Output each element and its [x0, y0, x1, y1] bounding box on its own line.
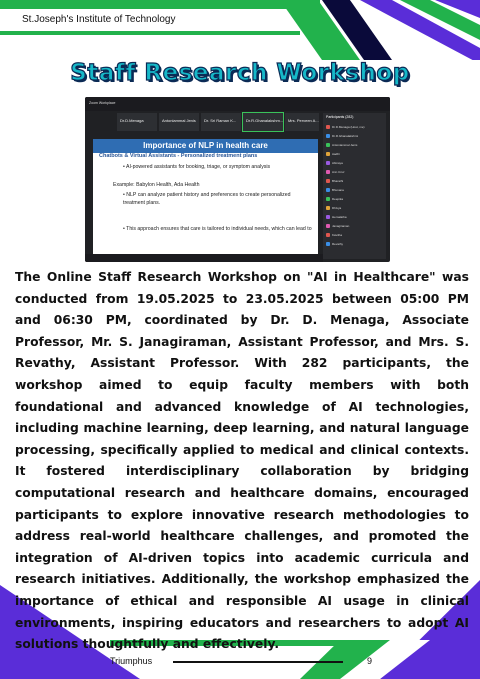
slide-bullet: • AI-powered assistants for booking, triage, or symptom analysis [123, 164, 271, 170]
slide-title: Importance of NLP in health care [93, 139, 318, 153]
page-number: 9 [367, 656, 373, 666]
participant-row[interactable] [326, 170, 384, 177]
app-name: Zoom Workplace [89, 101, 116, 105]
avatar [326, 206, 330, 210]
participant-name: Bharathi [332, 179, 344, 183]
participant-name: Antoniammal Jenis [332, 143, 358, 147]
participant-row[interactable] [326, 188, 384, 195]
avatar [326, 197, 330, 201]
participant-row[interactable] [326, 206, 384, 213]
shared-slide [93, 139, 318, 254]
meeting-topbar [85, 97, 390, 111]
avatar [326, 233, 330, 237]
avatar [326, 125, 330, 129]
video-tile[interactable] [159, 113, 199, 131]
footer-divider [173, 661, 343, 663]
footer-label: Triumphus [110, 656, 153, 666]
participant-row[interactable] [326, 224, 384, 231]
meeting-screenshot [85, 97, 390, 262]
avatar [326, 143, 330, 147]
participant-name: Abinaya [332, 161, 343, 165]
participant-name: Ann Cruz [332, 170, 345, 174]
meeting-controls [85, 254, 323, 262]
avatar [326, 152, 330, 156]
participant-name: Janagiraman [332, 224, 350, 228]
participant-name: Deepika [332, 197, 344, 201]
video-tile[interactable] [243, 113, 283, 131]
avatar [326, 224, 330, 228]
slide-subtitle: Chatbots & Virtual Assistants - Personalized treatment plans [99, 153, 258, 159]
page-title: Staff Research Workshop [70, 60, 410, 86]
slide-bullet: • This approach ensures that care is tailored to individual needs, which can lead to [123, 226, 312, 232]
participant-row[interactable] [326, 197, 384, 204]
participant-row[interactable] [326, 134, 384, 141]
tile-name: Antoniammal Jenis [162, 118, 196, 123]
avatar [326, 161, 330, 165]
avatar [326, 170, 330, 174]
participant-name: Aadhi [332, 152, 340, 156]
slide-example: Example: Babylon Health, Ada Health [113, 182, 200, 188]
avatar [326, 215, 330, 219]
avatar [326, 134, 330, 138]
top-decoration [0, 0, 480, 60]
workshop-description: The Online Staff Research Workshop on "AI in Healthcare" was conducted from 19.05.2025 to 23.05.2025 between 05:00 PM and 06:30 PM, coordinated by Dr. D. Menaga, Associate Professor, Mr. S. Janagiraman, Assistant Professor, and Mrs. S. Revathy, Assistant Professor. With 282 participants, the workshop aimed to equip faculty members with both foundational and advanced knowledge of AI technologies, including machine learning, deep learning, and natural language processing, specifically applied to medical and clinical contexts. It fostered interdisciplinary collaboration by bridging computational research and healthcare domains, encouraged participants to explore innovative research methodologies to address real-world healthcare challenges, and promoted the integration of AI-driven topics into academic curricula and research initiatives. Additionally, the workshop emphasized the importance of ethical and responsible AI usage in clinical environments, inspiring educators and researchers to adopt AI solutions thoughtfully and effectively. [15, 270, 469, 652]
participant-name: Hemalatha [332, 215, 347, 219]
avatar [326, 242, 330, 246]
participant-name: Bhuvana [332, 188, 344, 192]
participant-row[interactable] [326, 152, 384, 159]
participants-title: Participants (282) [326, 115, 354, 119]
participant-row[interactable] [326, 179, 384, 186]
participant-row[interactable] [326, 143, 384, 150]
institution-name: St.Joseph's Institute of Technology [22, 14, 176, 25]
tile-name: Dr. Sri Raman K... [204, 118, 237, 123]
participant-name: Dr.R.Ghanalakshmi [332, 134, 359, 138]
avatar [326, 188, 330, 192]
tile-name: Dr.R.Ghanalakshm... [246, 118, 284, 123]
participant-name: Dr.D.Menaga (Host, me) [332, 125, 365, 129]
video-tile[interactable] [201, 113, 241, 131]
participant-row[interactable] [326, 242, 384, 249]
video-tile[interactable] [285, 113, 319, 131]
participant-name: Revathy [332, 242, 344, 246]
participant-row[interactable] [326, 215, 384, 222]
participant-row[interactable] [326, 125, 384, 132]
participant-name: Kavitha [332, 233, 343, 237]
slide-bullet: • NLP can analyze patient history and preferences to create personalized treatment plans. [123, 192, 291, 206]
tile-name: Dr.D.Menaga [120, 118, 144, 123]
avatar [326, 179, 330, 183]
participant-row[interactable] [326, 161, 384, 168]
participants-panel [323, 113, 386, 259]
participant-name: Dhivya [332, 206, 342, 210]
tile-name: Mrs. Perveen A... [288, 118, 319, 123]
participant-row[interactable] [326, 233, 384, 240]
video-tile[interactable] [117, 113, 157, 131]
